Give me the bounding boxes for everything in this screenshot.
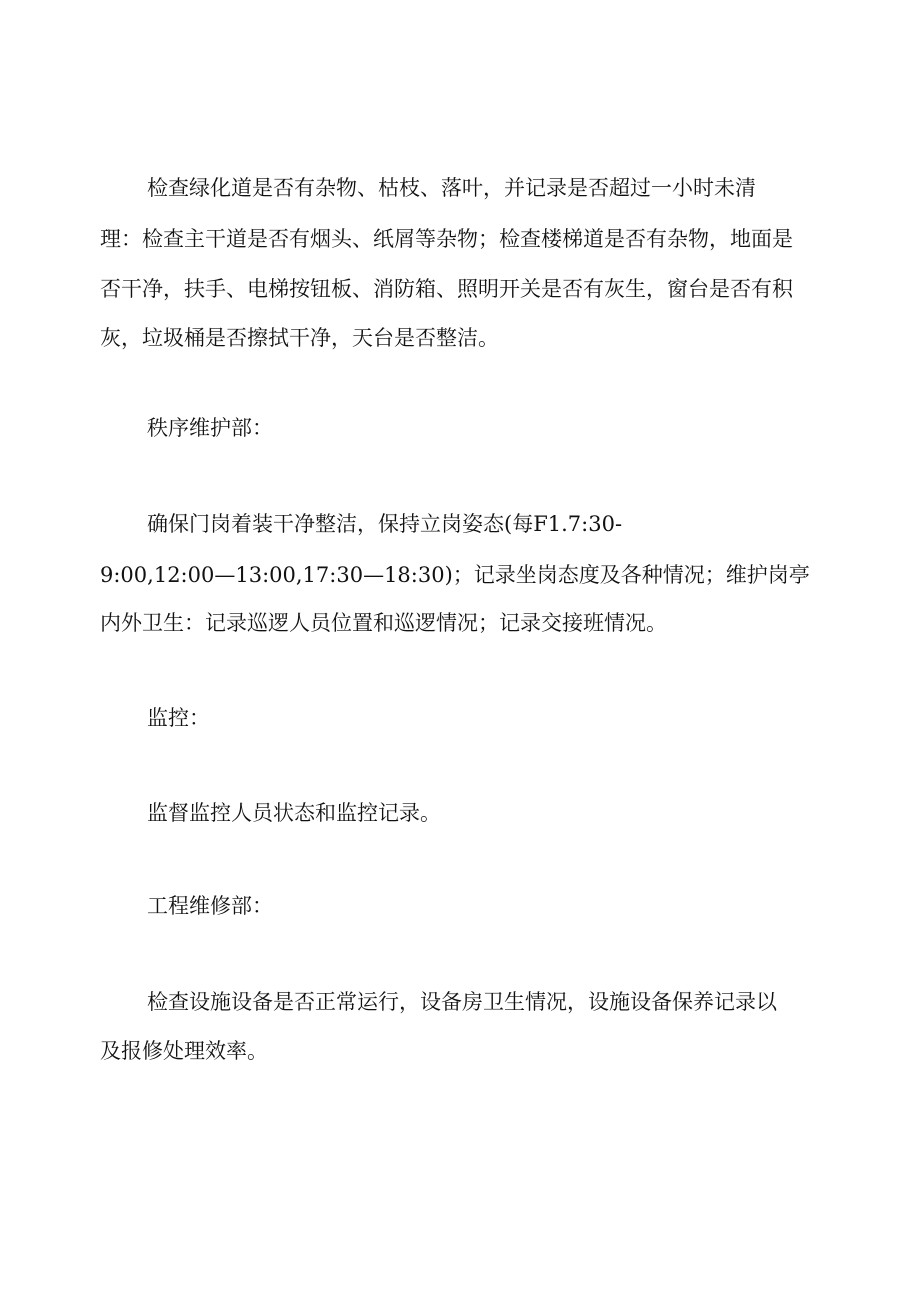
paragraph-cleaning-line-4: 灰，垃圾桶是否擦拭干净，天台是否整洁。 [100, 326, 499, 350]
paragraph-order-line-2: 9:00,12:00—13:00,17:30—18:30)；记录坐岗态度及各种情况；维护岗亭 [100, 563, 810, 587]
paragraph-engineering-line-2: 及报修处理效率。 [100, 1039, 268, 1063]
paragraph-monitoring-line-1: 监督监控人员状态和监控记录。 [147, 801, 441, 825]
paragraph-order-line-3: 内外卫生：记录巡逻人员位置和巡逻情况；记录交接班情况。 [100, 611, 667, 635]
paragraph-cleaning-line-1: 检查绿化道是否有杂物、枯枝、落叶，并记录是否超过一小时未清 [147, 176, 756, 200]
paragraph-cleaning-line-3: 否干净，扶手、电梯按钮板、消防箱、照明开关是否有灰生，窗台是否有积 [100, 277, 793, 301]
paragraph-cleaning-line-2: 理：检查主干道是否有烟头、纸屑等杂物；检查楼梯道是否有杂物，地面是 [100, 227, 793, 251]
heading-monitoring: 监控： [147, 706, 210, 730]
heading-engineering: 工程维修部： [147, 894, 273, 918]
paragraph-engineering-line-1: 检查设施设备是否正常运行，设备房卫生情况，设施设备保养记录以 [147, 990, 777, 1014]
heading-order-maintenance: 秩序维护部： [147, 416, 273, 440]
paragraph-order-line-1: 确保门岗着装干净整洁，保持立岗姿态(每F1.7:30- [147, 512, 623, 536]
